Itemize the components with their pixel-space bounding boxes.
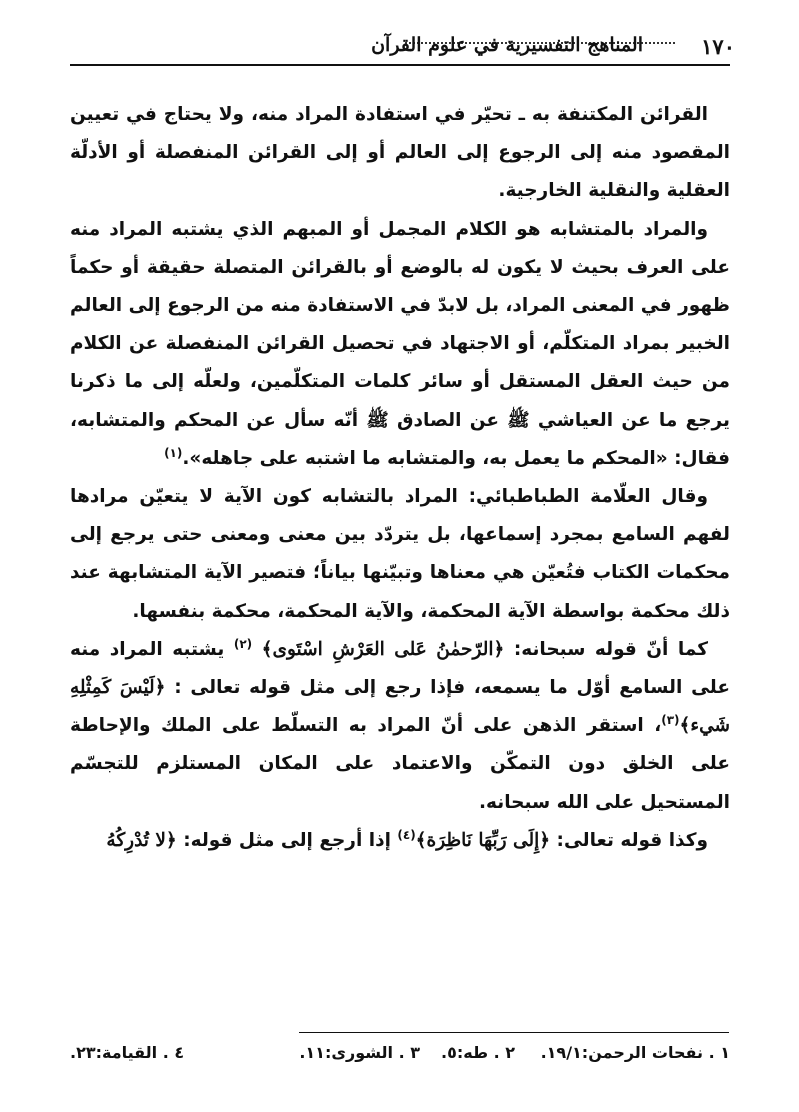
footnote-1: ١ . نفحات الرحمن:١٩/١. <box>540 1043 730 1062</box>
main-text <box>70 96 730 860</box>
paragraph-4 <box>70 631 730 822</box>
quran-verse-anam: ﴿لا تُدْرِكُهُ <box>106 829 177 851</box>
footnote-ref-2: (٢) <box>233 636 253 651</box>
paragraph-2-text: والمراد بالمتشابه هو الكلام المجمل أو المبهم الذي يشتبه المراد منه على العرف بحيث لا يكون له بالوضع أو بالقرائن المتصلة حقيقة أو حكماً ظهور في المعنى المراد، بل لابدّ في الاستفادة منه من الرجوع إلى العالم الخبير بمراد المتكلّم، أو الاجتهاد في تحصيل القرائن المنفصلة عن الكلام من حيث العقل المستقل أو سائر كلمات المتكلّمين، ولعلّه إلى ما ذكرنا يرجع ما عن العياشي ﷺ عن الصادق ﷺ أنّه سأل عن المحكم والمتشابه، فقال: «المحكم ما يعمل به، والمتشابه ما اشتبه على جاهله». <box>70 218 730 469</box>
paragraph-4-text-a: كما أنّ قوله سبحانه: <box>513 638 708 660</box>
page-header <box>70 32 735 62</box>
paragraph-1: القرائن المكتنفة به ـ تحيّر في استفادة المراد منه، ولا يحتاج في تعيين المقصود منه إلى الرجوع إلى العالم أو إلى القرائن المنفصلة أو الأدلّة العقلية والنقلية الخارجية. <box>70 104 730 202</box>
header-rule <box>70 64 730 66</box>
footnote-ref-3: (٣) <box>661 713 680 728</box>
paragraph-5-text-b: إذا أرجع إلى مثل قوله: <box>183 829 391 851</box>
quran-verse-qiyama: ﴿إِلَى رَبِّهَا نَاظِرَة﴾ <box>415 829 551 851</box>
footnote-ref-1: (١) <box>164 445 183 460</box>
paragraph-4-text-b: يشتبه المراد منه على السامع أوّل ما يسمعه، فإذا رجع إلى مثل قوله تعالى : <box>70 638 730 699</box>
footnote-4: ٤ . القيامة:٢٣. <box>70 1043 185 1062</box>
footnote-2: ٢ . طه:٥. <box>441 1043 515 1062</box>
quran-verse-taha: ﴿الرّحمٰنُ عَلى العَرْشِ اسْتَوى﴾ <box>261 638 505 660</box>
quran-verse-shura: ﴿لَيْسَ كَمِثْلِهِ شَيء﴾ <box>70 677 730 737</box>
paragraph-4-text-c: ، استقر الذهن على أنّ المراد به التسلّط على الملك والإحاطة على الخلق دون التمكّن والاعتماد على المكان المستلزم للتجسّم المستحيل على الله سبحانه. <box>70 715 730 813</box>
paragraph-5-text-a: وكذا قوله تعالى: <box>556 829 708 851</box>
page-number: ١٧٠ <box>701 34 735 59</box>
footnote-3: ٣ . الشورى:١١. <box>299 1043 420 1062</box>
footnote-rule <box>299 1032 729 1033</box>
paragraph-5 <box>70 822 730 860</box>
footnotes <box>70 1043 730 1071</box>
paragraph-2 <box>70 211 730 478</box>
footnote-ref-4: (٤) <box>397 827 416 842</box>
running-title: المناهج التفسيرية في علوم القرآن <box>371 34 643 56</box>
paragraph-3: وقال العلّامة الطباطبائي: المراد بالتشابه كون الآية لا يتعيّن مرادها لفهم السامع بمجرد إسماعها، بل يتردّد بين معنى ومعنى حتى يرجع إلى محكمات الكتاب فتُعيّن هي معناها وتبيّنها بياناً؛ فتصير الآية المتشابهة عند ذلك محكمة بواسطة الآية المحكمة، والآية المحكمة، محكمة بنفسها. <box>70 486 730 622</box>
